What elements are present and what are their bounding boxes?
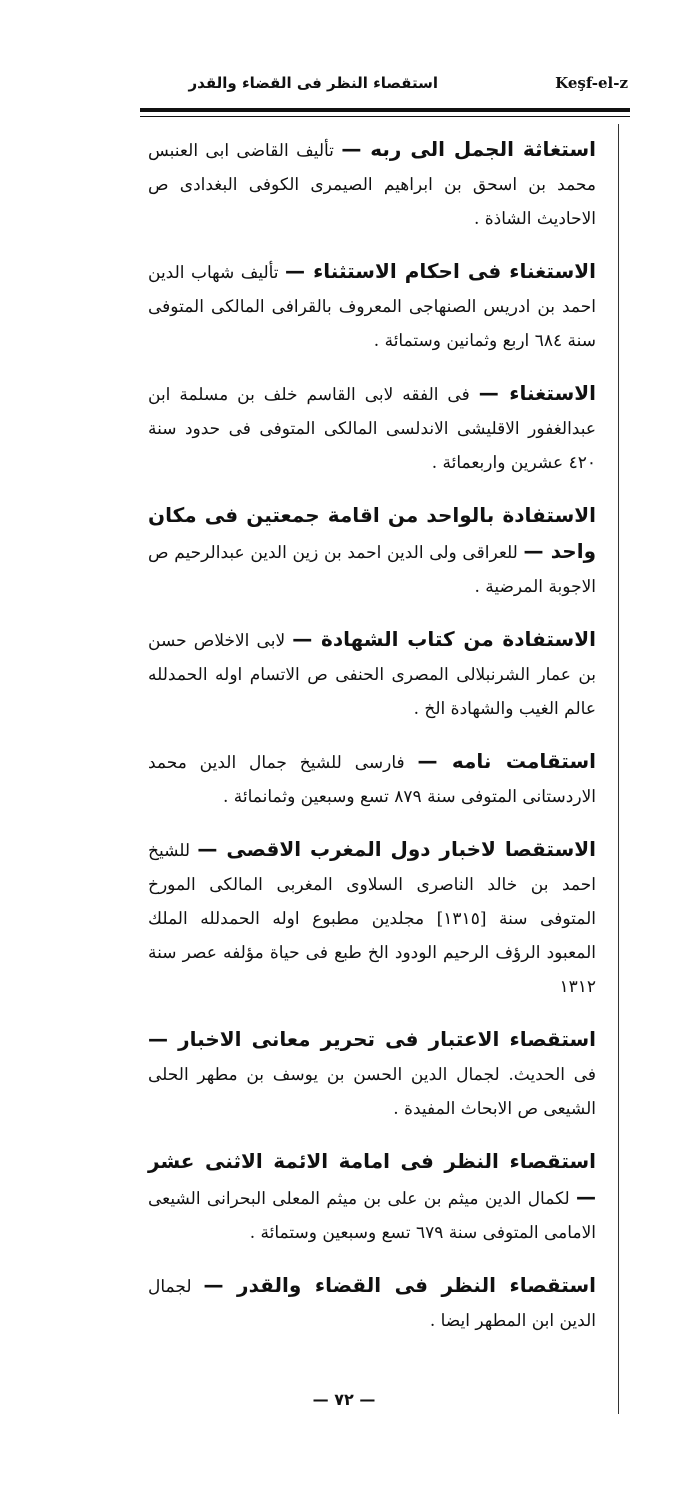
entry [148, 832, 596, 1004]
entry-title: الاستغناء — [478, 381, 596, 405]
entry-title: استقصاء النظر فى امامة الائمة الاثنى عشر — [148, 1149, 597, 1209]
margin-rule [618, 124, 619, 1414]
entry-body: فى الحديث. لجمال الدين الحسن بن يوسف بن مطهر الحلى الشيعى ص الابحاث المفيدة . [148, 1065, 596, 1119]
entry-title: الاستفادة بالواحد من اقامة جمعتين فى مكان واحد — [148, 503, 596, 563]
entry-body: فارسى للشيخ جمال الدين محمد الاردستانى المتوفى سنة ٨٧٩ تسع وسبعين وثمانمائة . [148, 753, 596, 807]
entry [148, 132, 596, 236]
entry-title: الاستفادة من كتاب الشهادة — [292, 627, 596, 651]
running-header [140, 72, 628, 108]
entry [148, 254, 596, 358]
entry [148, 1022, 596, 1126]
entry-title: الاستغناء فى احكام الاستثناء — [285, 259, 596, 283]
header-title: استقصاء النظر فى القضاء والقدر [188, 74, 438, 92]
entry-body: تأليف القاضى ابى العنبس محمد بن اسحق بن ابراهيم الصيمرى الكوفى البغدادى ص الاحاديث الشاذة . [148, 141, 596, 229]
entry-body: للعراقى ولى الدين احمد بن زين الدين عبدالرحيم ص الاجوبة المرضية . [148, 543, 596, 597]
entry-body: لجمال الدين ابن المطهر ايضا . [148, 1277, 596, 1331]
entry-title: استقامت نامه — [417, 749, 596, 773]
entry-title: الاستقصا لاخبار دول المغرب الاقصى — [197, 837, 597, 861]
header-rule-thin [140, 116, 630, 117]
entry-title: استقصاء النظر فى القضاء والقدر — [203, 1273, 596, 1297]
entries-list [148, 132, 596, 1356]
page-number: — ٧٢ — [312, 1390, 376, 1409]
entry-body: فى الفقه لابى القاسم خلف بن مسلمة ابن عبدالغفور الاقليشى الاندلسى المالكى المتوفى فى حدود سنة ٤٢٠ عشرين واربعمائة . [148, 385, 596, 473]
entry [148, 622, 596, 726]
entry-body: للشيخ احمد بن خالد الناصرى السلاوى المغربى المالكى المورخ المتوفى سنة [١٣١٥] مجلدين مطبوع اوله الحمدلله الملك المعبود الرؤف الرحيم الودود الخ طبع فى حياة مؤلفه عصر سنة ١٣١٢ [148, 841, 596, 997]
entry [148, 498, 596, 604]
entry [148, 1268, 596, 1338]
entry-title: استقصاء الاعتبار فى تحرير معانى الاخبار — [148, 1027, 596, 1051]
entry-body: لابى الاخلاص حسن بن عمار الشرنبلالى المصرى الحنفى ص الاتسام اوله الحمدلله عالم الغيب والشهادة الخ . [148, 631, 596, 719]
header-rule-thick [140, 108, 630, 112]
header-code: Keşf-el-z [555, 74, 628, 92]
entry-title: استغاثة الجمل الى ربه — [341, 137, 596, 161]
entry [148, 1144, 596, 1250]
entry-body: لكمال الدين ميثم بن على بن ميثم المعلى البحرانى الشيعى الامامى المتوفى سنة ٦٧٩ تسع وسبعين وستمائة . [148, 1189, 596, 1243]
entry [148, 744, 596, 814]
entry-body: تأليف شهاب الدين احمد بن ادريس الصنهاجى المعروف بالقرافى المالكى المتوفى سنة ٦٨٤ اربع وثمانين وستمائة . [148, 263, 596, 351]
entry [148, 376, 596, 480]
